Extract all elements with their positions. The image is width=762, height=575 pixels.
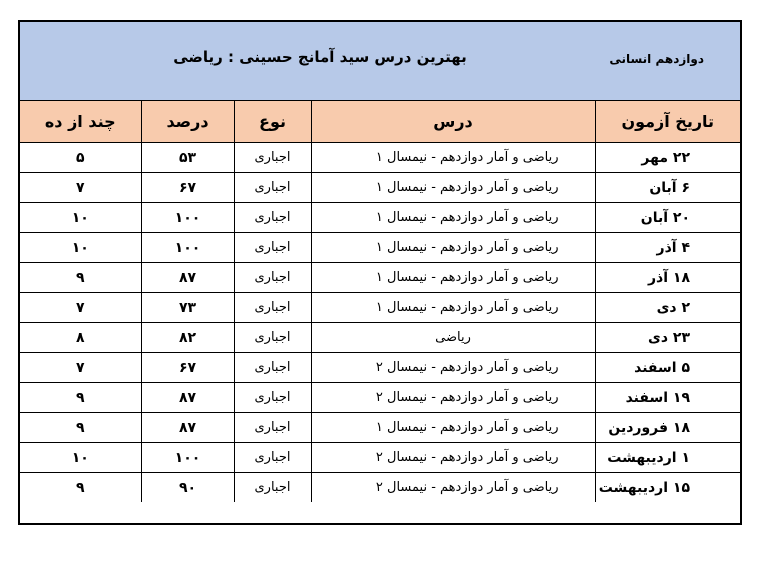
percent-cell: ۵۳ (141, 143, 234, 173)
lesson-cell: ریاضی و آمار دوازدهم - نیمسال ۱ (311, 173, 595, 203)
lesson-cell: ریاضی و آمار دوازدهم - نیمسال ۱ (311, 143, 595, 173)
lesson-cell: ریاضی و آمار دوازدهم - نیمسال ۱ (311, 233, 595, 263)
table-row (20, 233, 740, 263)
report-title: بهترین درس سید آمانج حسینی : ریاضی (173, 48, 467, 66)
report-sheet (18, 20, 742, 525)
date-cell: ۲۲ مهر (595, 143, 740, 173)
table-header-row (20, 101, 740, 143)
score-cell: ۱۰ (20, 233, 141, 263)
table-row (20, 173, 740, 203)
table-row (20, 443, 740, 473)
lesson-cell: ریاضی و آمار دوازدهم - نیمسال ۲ (311, 353, 595, 383)
date-cell: ۴ آذر (595, 233, 740, 263)
table-row (20, 383, 740, 413)
header-percent: درصد (141, 101, 234, 143)
lesson-cell: ریاضی و آمار دوازدهم - نیمسال ۱ (311, 263, 595, 293)
date-cell: ۲۰ آبان (595, 203, 740, 233)
report-banner (20, 22, 740, 102)
type-cell: اجباری (234, 473, 311, 503)
type-cell: اجباری (234, 173, 311, 203)
lesson-cell: ریاضی (311, 323, 595, 353)
percent-cell: ۷۳ (141, 293, 234, 323)
lesson-cell: ریاضی و آمار دوازدهم - نیمسال ۲ (311, 383, 595, 413)
date-cell: ۱ اردیبهشت (595, 443, 740, 473)
lesson-cell: ریاضی و آمار دوازدهم - نیمسال ۱ (311, 293, 595, 323)
score-cell: ۹ (20, 383, 141, 413)
lesson-cell: ریاضی و آمار دوازدهم - نیمسال ۱ (311, 203, 595, 233)
table-row (20, 473, 740, 503)
table-row (20, 143, 740, 173)
score-cell: ۹ (20, 263, 141, 293)
percent-cell: ۱۰۰ (141, 443, 234, 473)
type-cell: اجباری (234, 143, 311, 173)
date-cell: ۱۹ اسفند (595, 383, 740, 413)
type-cell: اجباری (234, 263, 311, 293)
type-cell: اجباری (234, 383, 311, 413)
date-cell: ۵ اسفند (595, 353, 740, 383)
percent-cell: ۱۰۰ (141, 233, 234, 263)
header-type: نوع (234, 101, 311, 143)
date-cell: ۲ دی (595, 293, 740, 323)
type-cell: اجباری (234, 353, 311, 383)
date-cell: ۱۸ فروردین (595, 413, 740, 443)
grade-label: دوازدهم انسانی (609, 52, 704, 66)
table-row (20, 323, 740, 353)
type-cell: اجباری (234, 203, 311, 233)
date-cell: ۶ آبان (595, 173, 740, 203)
date-cell: ۲۳ دی (595, 323, 740, 353)
type-cell: اجباری (234, 323, 311, 353)
percent-cell: ۱۰۰ (141, 203, 234, 233)
percent-cell: ۸۷ (141, 383, 234, 413)
table-row (20, 293, 740, 323)
score-cell: ۱۰ (20, 443, 141, 473)
score-cell: ۵ (20, 143, 141, 173)
score-cell: ۹ (20, 473, 141, 503)
score-cell: ۸ (20, 323, 141, 353)
lesson-cell: ریاضی و آمار دوازدهم - نیمسال ۲ (311, 443, 595, 473)
type-cell: اجباری (234, 413, 311, 443)
lesson-cell: ریاضی و آمار دوازدهم - نیمسال ۱ (311, 413, 595, 443)
score-cell: ۹ (20, 413, 141, 443)
type-cell: اجباری (234, 233, 311, 263)
percent-cell: ۶۷ (141, 173, 234, 203)
table-row (20, 203, 740, 233)
lesson-cell: ریاضی و آمار دوازدهم - نیمسال ۲ (311, 473, 595, 503)
header-score-of-ten: چند از ده (20, 101, 141, 143)
type-cell: اجباری (234, 443, 311, 473)
header-exam-date: تاریخ آزمون (595, 101, 740, 143)
date-cell: ۱۸ آذر (595, 263, 740, 293)
percent-cell: ۸۲ (141, 323, 234, 353)
score-cell: ۱۰ (20, 203, 141, 233)
score-cell: ۷ (20, 173, 141, 203)
type-cell: اجباری (234, 293, 311, 323)
percent-cell: ۹۰ (141, 473, 234, 503)
table-row (20, 413, 740, 443)
percent-cell: ۸۷ (141, 413, 234, 443)
table-row (20, 353, 740, 383)
date-cell: ۱۵ اردیبهشت (595, 473, 740, 503)
percent-cell: ۸۷ (141, 263, 234, 293)
table-row (20, 263, 740, 293)
header-lesson: درس (311, 101, 595, 143)
percent-cell: ۶۷ (141, 353, 234, 383)
exam-results-table (20, 100, 740, 502)
score-cell: ۷ (20, 293, 141, 323)
score-cell: ۷ (20, 353, 141, 383)
